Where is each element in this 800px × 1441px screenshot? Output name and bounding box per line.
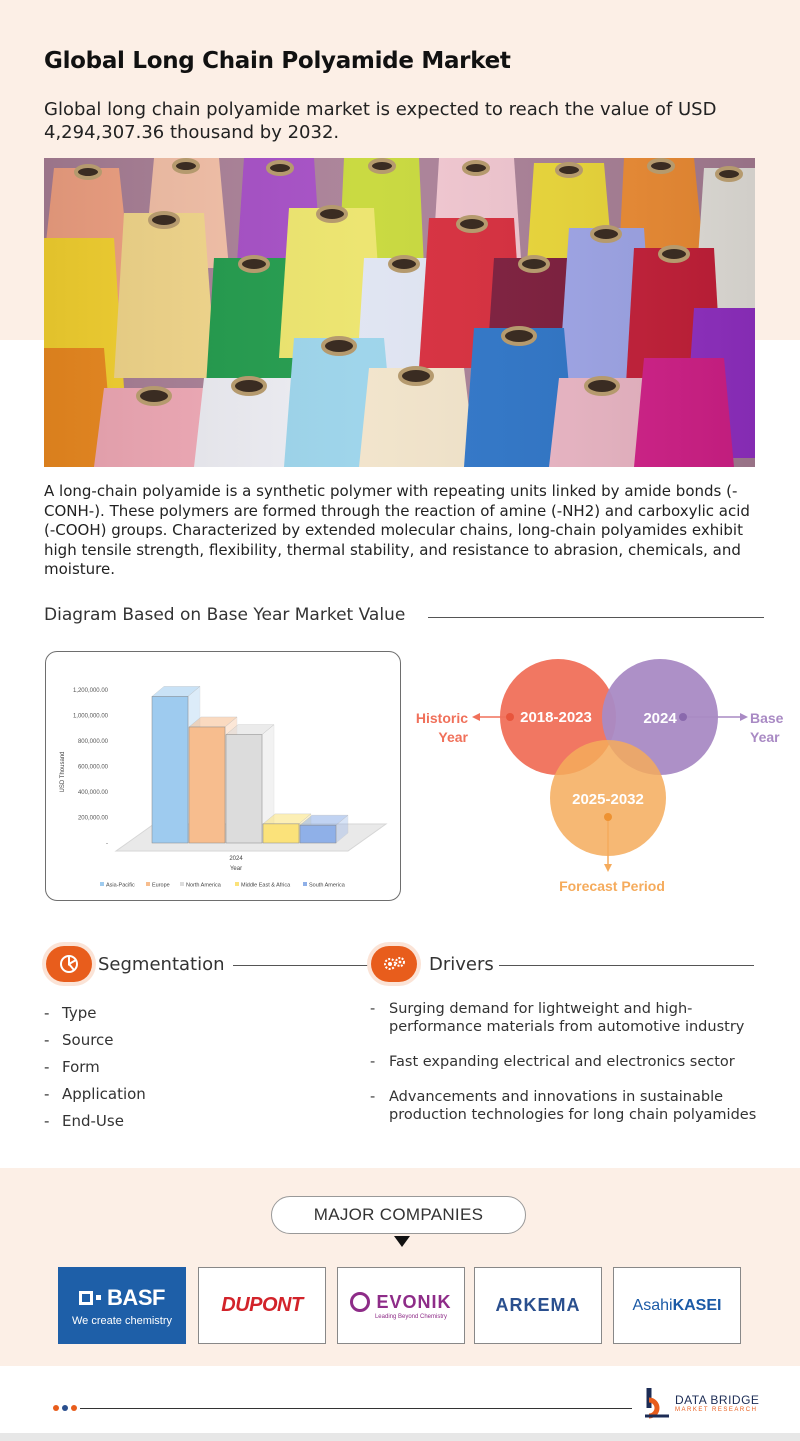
- list-item: - End-Use: [44, 1112, 124, 1130]
- venn-svg: [410, 650, 790, 900]
- chart-bar: [189, 727, 225, 843]
- gears-icon: [371, 946, 417, 982]
- legend-label: South America: [309, 882, 345, 889]
- y-tick-label: 800,000.00: [77, 739, 108, 745]
- legend-swatch: [235, 882, 239, 886]
- historic-dot: [506, 713, 514, 721]
- historic-label-line1: Historic: [415, 710, 468, 726]
- bar-chart-svg: [46, 652, 402, 902]
- major-companies-heading: MAJOR COMPANIES: [271, 1196, 526, 1234]
- drivers-divider: [499, 965, 754, 966]
- legend-swatch: [146, 882, 150, 886]
- basf-logo: BASF We create chemistry: [58, 1267, 186, 1344]
- list-item: - Fast expanding electrical and electronics sector: [370, 1054, 735, 1070]
- base-dot: [679, 713, 687, 721]
- arkema-logo: ARKEMA: [474, 1267, 602, 1344]
- data-bridge-logo: DATA BRIDGE MARKET RESEARCH: [643, 1386, 759, 1420]
- y-tick-label: 200,000.00: [77, 815, 108, 822]
- footer-dots: [53, 1405, 77, 1411]
- drivers-heading: Drivers: [429, 954, 494, 975]
- y-tick-label: 1,000,000.00: [72, 713, 108, 720]
- chart-bar: [226, 735, 262, 843]
- base-period: 2024: [643, 710, 677, 727]
- historic-arrowhead: [472, 713, 480, 721]
- segmentation-list: [44, 1000, 146, 1135]
- footer-divider: [80, 1408, 632, 1409]
- legend-label: North America: [186, 882, 221, 889]
- pie-chart-icon: [46, 946, 92, 982]
- base-label-line2: Year: [750, 729, 780, 745]
- thread-spools-illustration: [44, 158, 755, 467]
- y-tick-label: -: [106, 841, 108, 847]
- segmentation-divider: [233, 965, 373, 966]
- base-arrowhead: [740, 713, 748, 721]
- list-item: - Form: [44, 1058, 100, 1076]
- divider-line: [428, 617, 764, 618]
- asahi-kasei-logo: AsahiKASEI: [613, 1267, 741, 1344]
- y-tick-label: 400,000.00: [77, 790, 108, 796]
- historic-label-line2: Year: [438, 729, 468, 745]
- thread-spools-image: [44, 158, 755, 467]
- segmentation-heading: Segmentation: [98, 954, 225, 975]
- chart-bar: [300, 825, 336, 843]
- legend-swatch: [180, 882, 184, 886]
- diagram-title: Diagram Based on Base Year Market Value: [44, 605, 406, 625]
- evonik-mark-icon: [350, 1292, 370, 1312]
- x-axis-label: Year: [229, 866, 243, 872]
- forecast-dot: [604, 813, 612, 821]
- basf-square-icon: [79, 1291, 93, 1305]
- evonik-logo: EVONIK Leading Beyond Chemistry: [337, 1267, 465, 1344]
- forecast-arrowhead: [604, 864, 612, 872]
- list-item: - Surging demand for lightweight and high-performance materials from automotive industry: [370, 1001, 745, 1035]
- legend-label: Europe: [152, 882, 170, 889]
- legend-label: Asia-Pacific: [106, 882, 135, 889]
- data-bridge-mark-icon: [643, 1386, 671, 1420]
- chart-bar: [263, 824, 299, 843]
- x-category-label: 2024: [229, 856, 243, 862]
- list-item: - Advancements and innovations in sustainable production technologies for long chain polyamides: [370, 1089, 757, 1123]
- period-venn-diagram: [410, 650, 790, 900]
- legend-swatch: [100, 882, 104, 886]
- bottom-strip: [0, 1433, 800, 1441]
- list-item: - Type: [44, 1004, 97, 1022]
- list-item: - Application: [44, 1085, 146, 1103]
- legend-swatch: [303, 882, 307, 886]
- base-label-line1: Base: [750, 710, 784, 726]
- forecast-period: 2025-2032: [572, 791, 644, 808]
- product-description: A long-chain polyamide is a synthetic polymer with repeating units linked by amide bonds (-CONH-). These polymers are formed through the reaction of amine (-NH2) and carboxylic acid (-COOH) groups. Characterized by extended molecular chains, long-chain polyamides exhibit high tensile strength, flexibility, thermal stability, and resistance to abrasion, chemicals, and moisture.: [44, 482, 750, 578]
- footer-dot: [71, 1405, 77, 1411]
- y-axis-label: USD Thousand: [60, 751, 66, 793]
- down-arrow-icon: [394, 1236, 410, 1247]
- page-title: Global Long Chain Polyamide Market: [44, 48, 511, 74]
- footer-dot: [53, 1405, 59, 1411]
- chart-bar: [152, 696, 188, 843]
- market-value-summary: Global long chain polyamide market is expected to reach the value of USD 4,294,307.36 thousand by 2032.: [44, 99, 717, 143]
- y-tick-label: 1,200,000.00: [72, 688, 108, 694]
- drivers-list: [370, 1000, 770, 1141]
- market-value-chart: [45, 651, 401, 901]
- legend-label: Middle East & Africa: [241, 882, 291, 889]
- historic-period: 2018-2023: [520, 709, 592, 726]
- footer-dot: [62, 1405, 68, 1411]
- y-tick-label: 600,000.00: [77, 764, 108, 771]
- list-item: - Source: [44, 1031, 114, 1049]
- dupont-logo: DUPONT: [198, 1267, 326, 1344]
- forecast-label: Forecast Period: [559, 878, 665, 894]
